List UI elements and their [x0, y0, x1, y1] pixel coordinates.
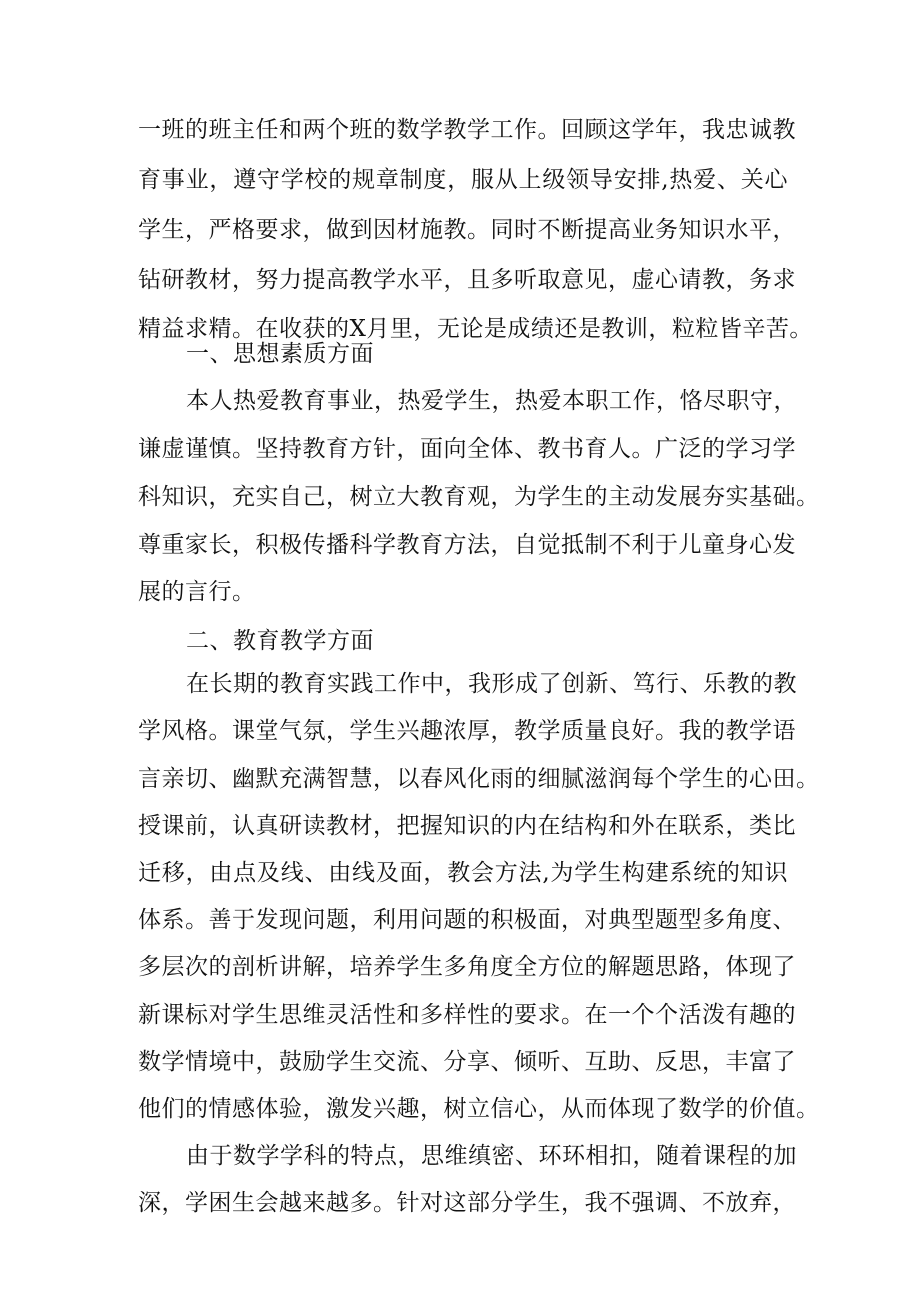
paragraph-line: 育事业，遵守学校的规章制度，服从上级领导安排,热爱、关心	[138, 167, 788, 193]
paragraph-line: 体系。善于发现问题，利用问题的积极面，对典型题型多角度、	[138, 907, 796, 933]
paragraph-line: 学风格。课堂气氛，学生兴趣浓厚，教学质量良好。我的教学语	[138, 718, 796, 744]
paragraph-line: 数学情境中，鼓励学生交流、分享、倾听、互助、反思，丰富了	[138, 1049, 796, 1075]
paragraph-line: 一班的班主任和两个班的数学教学工作。回顾这学年，我忠诚教	[138, 117, 796, 143]
paragraph-line: 展的言行。	[138, 579, 256, 605]
paragraph-line: 深，学困生会越来越多。针对这部分学生，我不强调、不放弃，	[138, 1190, 796, 1216]
paragraph-line: 钻研教材，努力提高教学水平，且多听取意见，虚心请教，务求	[138, 267, 796, 293]
paragraph-line: 言亲切、幽默充满智慧，以春风化雨的细腻滋润每个学生的心田。	[138, 766, 820, 792]
paragraph-line: 迁移，由点及线、由线及面，教会方法,为学生构建系统的知识	[138, 860, 788, 886]
paragraph-line: 多层次的剖析讲解，培养学生多角度全方位的解题思路，体现了	[138, 954, 796, 980]
section-heading-teaching: 二、教育教学方面	[186, 628, 374, 654]
paragraph-line: 谦虚谨慎。坚持教育方针，面向全体、教书育人。广泛的学习学	[138, 436, 796, 462]
paragraph-line: 本人热爱教育事业，热爱学生，热爱本职工作，恪尽职守，	[186, 388, 797, 414]
paragraph-line: 尊重家长，积极传播科学教育方法，自觉抵制不利于儿童身心发	[138, 532, 796, 558]
paragraph-line: 授课前，认真研读教材，把握知识的内在结构和外在联系，类比	[138, 813, 796, 839]
paragraph-line: 学生，严格要求，做到因材施教。同时不断提高业务知识水平，	[138, 217, 796, 243]
paragraph-line: 在长期的教育实践工作中，我形成了创新、笃行、乐教的教	[186, 671, 797, 697]
paragraph-line: 他们的情感体验，激发兴趣，树立信心，从而体现了数学的价值。	[138, 1096, 820, 1122]
section-heading-thought: 一、思想素质方面	[186, 341, 374, 367]
paragraph-line: 由于数学学科的特点，思维缜密、环环相扣，随着课程的加	[186, 1143, 797, 1169]
paragraph-line: 精益求精。在收获的X月里，无论是成绩还是教训，粒粒皆辛苦。	[138, 316, 813, 342]
paragraph-line: 科知识，充实自己，树立大教育观，为学生的主动发展夯实基础。	[138, 484, 820, 510]
paragraph-line: 新课标对学生思维灵活性和多样性的要求。在一个个活泼有趣的	[138, 1002, 796, 1028]
